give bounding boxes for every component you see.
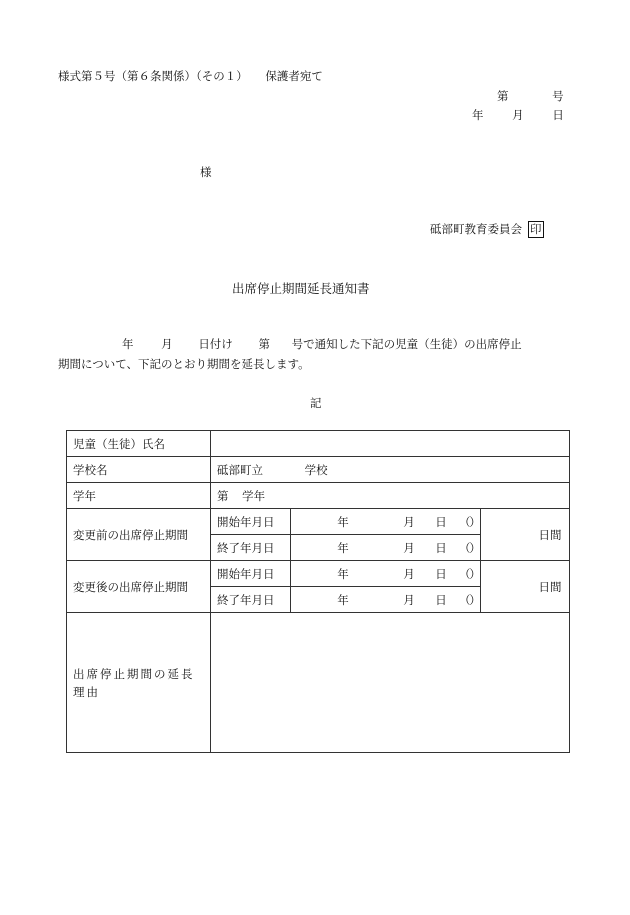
paren-open: （ — [459, 514, 471, 529]
row-before-start — [67, 509, 570, 535]
addressee-type: 保護者宛て — [265, 69, 323, 83]
date-y: 年 — [337, 566, 349, 581]
date-day: 日 — [552, 108, 564, 122]
body-dated: 日付け — [198, 337, 233, 351]
date-m: 月 — [403, 566, 415, 581]
row-after-start — [67, 561, 570, 587]
date-m: 月 — [403, 514, 415, 529]
date-year: 年 — [472, 108, 484, 122]
after-start-date[interactable] — [291, 561, 481, 587]
paren-open: （ — [459, 540, 471, 555]
issuer-line — [430, 221, 544, 238]
before-days[interactable] — [481, 509, 570, 561]
paren-open: （ — [459, 592, 471, 607]
grade-prefix: 第 — [217, 488, 229, 503]
before-end-label: 終了年月日 — [211, 535, 291, 561]
after-end-date[interactable] — [291, 587, 481, 613]
details-table — [66, 430, 570, 753]
row-grade — [67, 483, 570, 509]
seal-mark: 印 — [530, 222, 542, 236]
school-suffix: 学校 — [304, 462, 328, 477]
date-month: 月 — [512, 108, 524, 122]
before-period-label: 変更前の出席停止期間 — [67, 509, 211, 561]
school-label: 学校名 — [67, 457, 211, 483]
before-start-label: 開始年月日 — [211, 509, 291, 535]
school-prefix: 砥部町立 — [217, 462, 263, 477]
body-line-1 — [122, 336, 522, 352]
after-days[interactable] — [481, 561, 570, 613]
form-label: 様式第５号（第６条関係）（その１） — [58, 69, 248, 83]
document-number — [497, 88, 564, 104]
body-month: 月 — [161, 337, 173, 351]
date-d: 日 — [435, 514, 447, 529]
after-period-label: 変更後の出席停止期間 — [67, 561, 211, 613]
form-label-line — [58, 68, 323, 84]
grade-value[interactable] — [211, 483, 570, 509]
reason-label: 出席停止期間の延長理由 — [67, 613, 211, 753]
after-end-label: 終了年月日 — [211, 587, 291, 613]
paren-close: ） — [469, 566, 481, 581]
before-end-date[interactable] — [291, 535, 481, 561]
grade-suffix: 学年 — [242, 488, 266, 503]
number-suffix: 号 — [552, 89, 564, 103]
reason-value[interactable] — [211, 613, 570, 753]
date-y: 年 — [337, 592, 349, 607]
paren-close: ） — [469, 540, 481, 555]
after-start-label: 開始年月日 — [211, 561, 291, 587]
paren-open: （ — [459, 566, 471, 581]
body-line-1-rest: 号で通知した下記の児童（生徒）の出席停止 — [291, 337, 522, 351]
date-d: 日 — [435, 592, 447, 607]
body-year: 年 — [122, 337, 134, 351]
body-no-prefix: 第 — [258, 337, 270, 351]
body-line-2: 期間について、下記のとおり期間を延長します。 — [58, 357, 310, 371]
issuer-name: 砥部町教育委員会 — [430, 222, 522, 236]
row-school — [67, 457, 570, 483]
row-student-name — [67, 431, 570, 457]
school-value[interactable] — [211, 457, 570, 483]
after-days-label: 日間 — [538, 579, 562, 594]
student-name-value[interactable] — [211, 431, 570, 457]
issue-date — [472, 107, 564, 123]
ki-marker: 記 — [310, 396, 322, 410]
date-d: 日 — [435, 540, 447, 555]
recipient-honorific: 様 — [200, 165, 212, 179]
paren-close: ） — [469, 592, 481, 607]
date-y: 年 — [337, 540, 349, 555]
date-m: 月 — [403, 540, 415, 555]
student-name-label: 児童（生徒）氏名 — [67, 431, 211, 457]
number-prefix: 第 — [497, 89, 509, 103]
paren-close: ） — [469, 514, 481, 529]
date-d: 日 — [435, 566, 447, 581]
date-m: 月 — [403, 592, 415, 607]
before-days-label: 日間 — [538, 527, 562, 542]
grade-label: 学年 — [67, 483, 211, 509]
row-reason — [67, 613, 570, 753]
before-start-date[interactable] — [291, 509, 481, 535]
document-title: 出席停止期間延長通知書 — [232, 281, 370, 296]
date-y: 年 — [337, 514, 349, 529]
